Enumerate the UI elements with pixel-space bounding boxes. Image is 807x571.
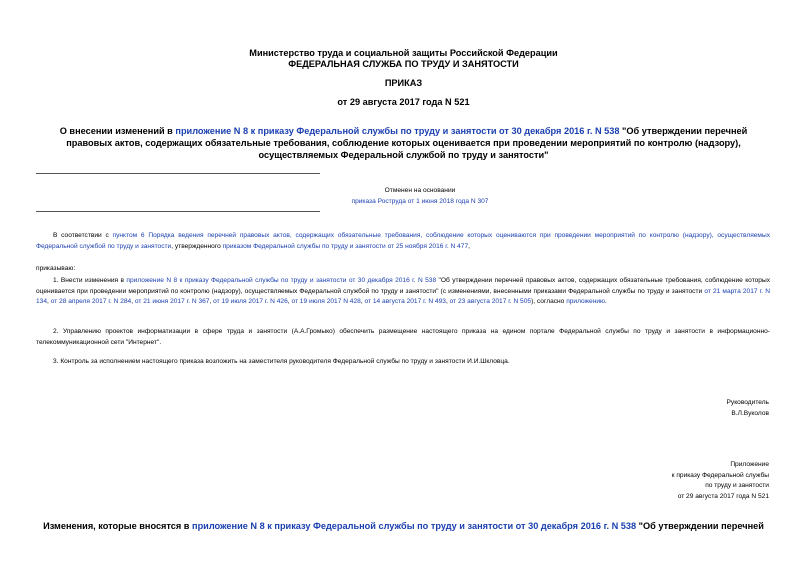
appendix-label: Приложение — [730, 461, 769, 468]
item1-text-7: , — [360, 298, 365, 305]
item1-link-7[interactable]: от 14 августа 2017 г. N 493 — [364, 298, 446, 305]
service-name: ФЕДЕРАЛЬНАЯ СЛУЖБА ПО ТРУДУ И ЗАНЯТОСТИ — [288, 59, 519, 69]
document-type: ПРИКАЗ — [384, 78, 423, 88]
title-suffix: "Об утверждении перечней правовых актов, содержащих обязательные требования, соблюдение которых оценивается при проведении мероприятий по контролю (надзору), осуществляемых Федеральной службой по труду и занятости" — [66, 126, 748, 160]
item1-link-2[interactable]: от 21 марта 2017 г. N 134 — [36, 287, 770, 305]
title-link[interactable]: приложение N 8 к приказу Федеральной службы по труду и занятости от 30 декабря 2016 г. N 538 — [175, 126, 620, 136]
order-word: приказываю: — [36, 265, 76, 272]
divider-top — [36, 173, 320, 174]
item1-text-10: . — [604, 298, 607, 305]
preamble-text-1: В соответствии с — [53, 232, 113, 239]
changes-title-prefix: Изменения, которые вносятся в — [43, 521, 193, 531]
title-prefix: О внесении изменений в — [59, 126, 176, 136]
item1-link-1[interactable]: приложение N 8 к приказу Федеральной службы по труду и занятости от 30 декабря 2016 г. N 538 — [126, 277, 437, 284]
item-2-paragraph: 2. Управлению проектов информатизации в сфере труда и занятости (А.А.Громыко) обеспечить размещение настоящего приказа на едином портале Федеральной службы по труду и занятости в информационно-телекоммуникационной сети "Интернет". — [36, 328, 770, 346]
annul-link[interactable]: приказа Роструда от 1 июня 2018 года N 307 — [351, 198, 489, 205]
document-date: от 29 августа 2017 года N 521 — [337, 97, 470, 107]
item1-link-9[interactable]: приложению — [566, 298, 605, 305]
annul-note — [300, 185, 540, 207]
preamble-link-1[interactable]: пунктом 6 Порядка ведения перечней правовых актов, содержащих обязательные требования, соблюдение которых оцениваются при проведении мероприятий по контролю (надзору), осуществляемых Федеральной службой по труду и занятости — [36, 232, 770, 250]
appendix-line-3: от 29 августа 2017 года N 521 — [677, 492, 769, 500]
preamble-paragraph — [36, 231, 770, 252]
item1-text-6: , — [287, 298, 292, 305]
ministry-name: Министерство труда и социальной защиты Российской Федерации — [249, 48, 558, 58]
item1-text-8: , — [445, 298, 450, 305]
divider-bottom — [36, 211, 320, 212]
preamble-text-3: , — [468, 242, 470, 250]
changes-title-suffix: "Об утверждении перечней — [636, 521, 764, 531]
item1-text-4: , — [131, 298, 135, 305]
item1-link-4[interactable]: от 21 июня 2017 г. N 367 — [134, 298, 210, 305]
item1-link-8[interactable]: от 23 августа 2017 г. N 505 — [449, 298, 532, 305]
item1-link-5[interactable]: от 19 июля 2017 г. N 426 — [213, 298, 288, 305]
item1-text-5: , — [209, 298, 214, 305]
item1-link-3[interactable]: от 28 апреля 2017 г. N 284 — [50, 298, 132, 305]
changes-title-link[interactable]: приложение N 8 к приказу Федеральной службы по труду и занятости от 30 декабря 2016 г. N 538 — [192, 521, 637, 531]
signature-name: В.Л.Вуколов — [731, 409, 769, 417]
item1-text-3: , — [47, 298, 51, 305]
document-title — [44, 125, 763, 161]
appendix-line-1: к приказу Федеральной службы — [671, 471, 769, 479]
item1-text-2: "Об утверждении перечней правовых актов, содержащих обязательные требования, соблюдение которых оценивается при проведении мероприятий по контролю (надзору), осуществляемых Федеральной службой по труду и занятости" (с изменениями, внесенными приказами Федеральной службы по труду и занятости — [36, 277, 771, 295]
item1-text-9: ), согласно — [531, 298, 567, 305]
signature-position: Руководитель — [726, 399, 769, 406]
annul-text: Отменен на основании — [384, 187, 456, 194]
appendix-block — [672, 460, 769, 502]
document-header — [0, 48, 807, 70]
changes-title — [0, 521, 807, 531]
item1-text-1: 1. Внести изменения в — [53, 277, 127, 284]
item-1-paragraph — [36, 276, 770, 308]
item-3-paragraph: 3. Контроль за исполнением настоящего приказа возложить на заместителя руководителя Федеральной службы по труду и занятости И.И.Шкловца. — [53, 358, 510, 365]
signature-block — [727, 398, 769, 419]
preamble-text-2: , утвержденного — [171, 242, 223, 250]
appendix-line-2: по труду и занятости — [705, 482, 769, 489]
item1-link-6[interactable]: от 19 июля 2017 N 428 — [291, 298, 361, 305]
preamble-link-2[interactable]: приказом Федеральной службы по труду и занятости от 25 ноября 2016 г. N 477 — [222, 242, 469, 250]
